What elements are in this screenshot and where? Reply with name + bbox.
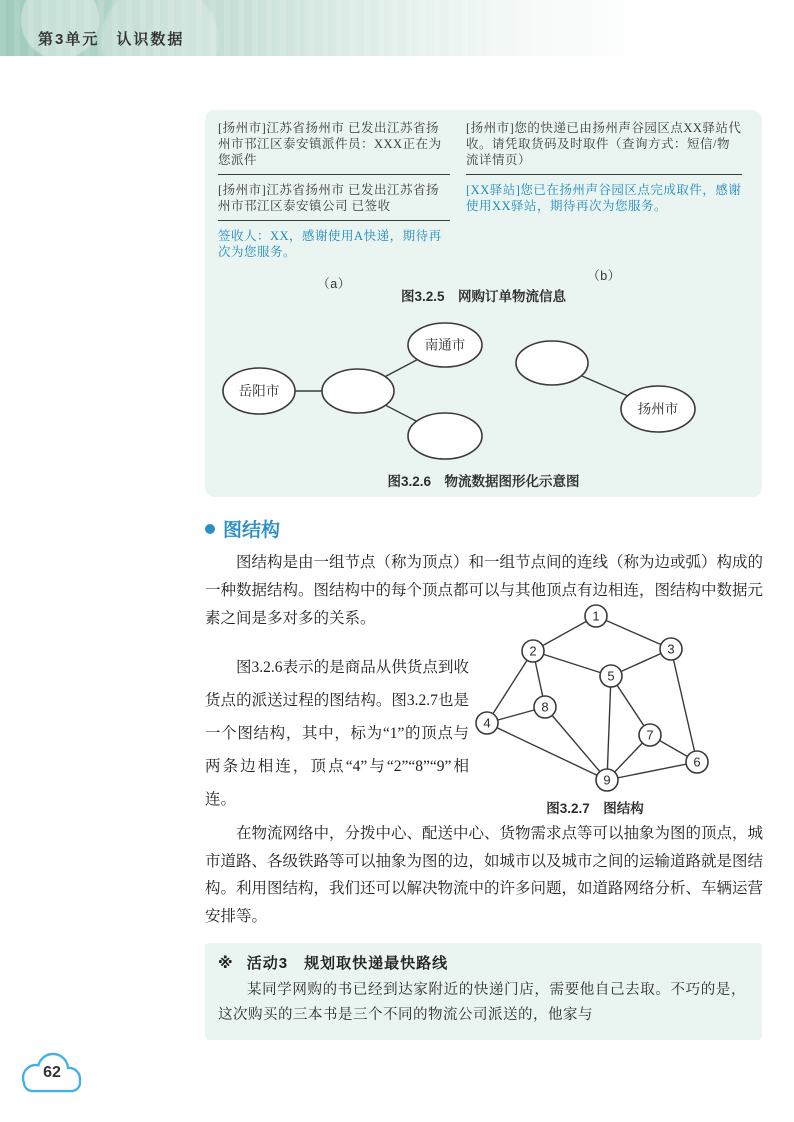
section-heading bbox=[205, 515, 280, 542]
svg-text:8: 8 bbox=[541, 699, 549, 715]
header-banner bbox=[0, 0, 794, 56]
sms-message: [扬州市]您的快递已由扬州声谷园区点XX驿站代收。请凭取货码及时取件（查询方式：短信/物流详情页） bbox=[466, 118, 742, 175]
svg-text:2: 2 bbox=[529, 643, 537, 659]
message-column-b bbox=[466, 118, 742, 284]
figure-caption-326: 图3.2.6 物流数据图形化示意图 bbox=[387, 474, 580, 489]
activity-paragraph: 某同学网购的书已经到达家附近的快递门店，需要他自己去取。不巧的是，这次购买的三本书是三个不同的物流公司派送的，他家与 bbox=[218, 982, 746, 1023]
svg-text:4: 4 bbox=[483, 715, 491, 731]
body-paragraph: 图3.2.6表示的是商品从供货点到收货点的派送过程的图结构。图3.2.7也是一个图结构，其中，标为“1”的顶点与两条边相连，顶点“4”与“2”“8”“9”相连。 bbox=[205, 659, 469, 808]
sms-message: [扬州市]江苏省扬州市 已发出江苏省扬州市邗江区泰安镇派件员：XXX正在为您派件 bbox=[218, 118, 450, 175]
page-number-cloud bbox=[14, 1048, 90, 1102]
body-paragraph: 图结构是由一组节点（称为顶点）和一组节点间的连线（称为边或弧）构成的一种数据结构。图结构中的每个顶点都可以与其他顶点有边相连，图结构中数据元素之间是多对多的关系。 bbox=[205, 554, 764, 627]
figure-panel bbox=[205, 110, 762, 497]
svg-text:扬州市: 扬州市 bbox=[637, 401, 679, 417]
svg-text:5: 5 bbox=[607, 668, 615, 684]
bullet-icon bbox=[205, 524, 215, 534]
sms-message: [扬州市]江苏省扬州市 已发出江苏省扬州市邗江区泰安镇公司 已签收 bbox=[218, 180, 450, 221]
activity-heading bbox=[218, 952, 448, 973]
figure-caption-325: 图3.2.5 网购订单物流信息 bbox=[400, 289, 567, 304]
sms-message: [XX驿站]您已在扬州声谷园区点完成取件，感谢使用XX驿站，期待再次为您服务。 bbox=[466, 183, 742, 213]
subfigure-label-a: （a） bbox=[317, 277, 351, 291]
unit-header: 第3单元 认识数据 bbox=[38, 31, 185, 48]
logistics-ellipse-diagram bbox=[205, 312, 762, 470]
svg-text:9: 9 bbox=[603, 772, 611, 788]
svg-text:岳阳市: 岳阳市 bbox=[238, 383, 280, 399]
sms-message: 签收人：XX，感谢使用A快递，期待再次为您服务。 bbox=[218, 229, 442, 259]
svg-text:1: 1 bbox=[592, 608, 600, 624]
message-column-a bbox=[218, 118, 450, 292]
section-heading-label: 图结构 bbox=[223, 520, 281, 541]
svg-text:7: 7 bbox=[646, 727, 654, 743]
svg-text:南通市: 南通市 bbox=[424, 337, 466, 353]
figure-caption-327: 图3.2.7 图结构 bbox=[546, 801, 644, 816]
graph-structure-figure bbox=[450, 602, 740, 797]
subfigure-label-b: （b） bbox=[587, 269, 621, 283]
body-paragraph: 在物流网络中，分拨中心、配送中心、货物需求点等可以抽象为图的顶点，城市道路、各级铁路等可以抽象为图的边，如城市以及城市之间的运输道路就是图结构。利用图结构，我们还可以解决物流中的许多问题，如道路网络分析、车辆运营安排等。 bbox=[205, 825, 764, 925]
activity-marker-icon: ※ bbox=[218, 955, 234, 972]
svg-text:6: 6 bbox=[693, 754, 701, 770]
svg-text:3: 3 bbox=[667, 641, 675, 657]
activity-title: 活动3 规划取快递最快路线 bbox=[246, 955, 449, 972]
page-number: 62 bbox=[43, 1064, 61, 1081]
